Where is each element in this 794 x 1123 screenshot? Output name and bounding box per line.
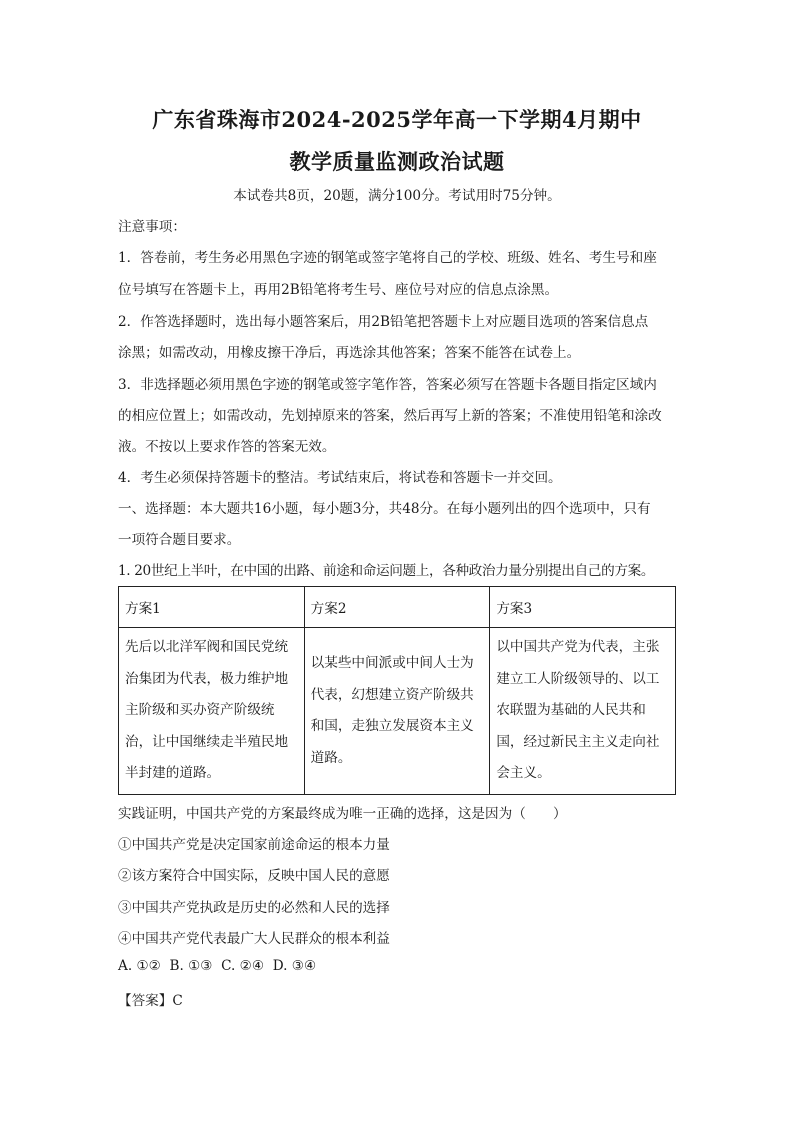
notice-heading: 注意事项：: [118, 219, 186, 235]
scheme-table: [118, 586, 676, 795]
scheme-header-2: 方案2: [304, 587, 490, 628]
exam-title-line-1: 广东省珠海市2024-2025学年高一下学期4月期中: [152, 107, 642, 132]
statement-item: ④中国共产党代表最广大人民群众的根本利益: [118, 931, 390, 947]
scheme-table-header-row: [119, 587, 676, 628]
notice-line: 的相应位置上；如需改动，先划掉原来的答案，然后再写上新的答案；不准使用铅笔和涂改: [118, 408, 662, 424]
question-1-stem: 1. 20世纪上半叶，在中国的出路、前途和命运问题上，各种政治力量分别提出自己的方案。: [118, 563, 655, 579]
section-heading-line: 一项符合题目要求。: [118, 532, 241, 548]
statement-item: ③中国共产党执政是历史的必然和人民的选择: [118, 900, 390, 916]
section-heading-line: 一、选择题：本大题共16小题，每小题3分，共48分。在每小题列出的四个选项中，只有: [118, 501, 651, 517]
notice-line: 涂黑；如需改动，用橡皮擦干净后，再选涂其他答案；答案不能答在试卷上。: [118, 345, 581, 361]
scheme-cell-2: 以某些中间派或中间人士为代表，幻想建立资产阶级共和国，走独立发展资本主义道路。: [304, 628, 490, 795]
scheme-cell-3: 以中国共产党为代表，主张建立工人阶级领导的、以工农联盟为基础的人民共和国，经过新民主主义走向社会主义。: [490, 628, 676, 795]
answer-choices: A. ①② B. ①③ C. ②④ D. ③④: [118, 958, 317, 974]
answer-key: 【答案】C: [118, 993, 183, 1009]
exam-title-line-2: 教学质量监测政治试题: [289, 149, 505, 174]
question-1-prompt: 实践证明，中国共产党的方案最终成为唯一正确的选择，这是因为（ ）: [118, 806, 567, 822]
statement-item: ①中国共产党是决定国家前途命运的根本力量: [118, 837, 390, 853]
notice-line: 2．作答选择题时，选出每小题答案后，用2B铅笔把答题卡上对应题目选项的答案信息点: [118, 314, 649, 330]
notice-line: 位号填写在答题卡上，再用2B铅笔将考生号、座位号对应的信息点涂黑。: [118, 282, 559, 298]
scheme-header-3: 方案3: [490, 587, 676, 628]
notice-line: 1．答卷前，考生务必用黑色字迹的钢笔或签字笔将自己的学校、班级、姓名、考生号和座: [118, 250, 657, 266]
statement-item: ②该方案符合中国实际，反映中国人民的意愿: [118, 868, 390, 884]
scheme-header-1: 方案1: [119, 587, 305, 628]
scheme-cell-1: 先后以北洋军阀和国民党统治集团为代表，极力维护地主阶级和买办资产阶级统治，让中国继续走半殖民地半封建的道路。: [119, 628, 305, 795]
notice-line: 液。不按以上要求作答的答案无效。: [118, 439, 336, 455]
notice-line: 3．非选择题必须用黑色字迹的钢笔或签字笔作答，答案必须写在答题卡各题目指定区域内: [118, 377, 657, 393]
notice-line: 4．考生必须保持答题卡的整洁。考试结束后，将试卷和答题卡一并交回。: [118, 470, 562, 486]
scheme-table-body-row: [119, 628, 676, 795]
exam-info: 本试卷共8页，20题，满分100分。考试用时75分钟。: [233, 188, 561, 204]
